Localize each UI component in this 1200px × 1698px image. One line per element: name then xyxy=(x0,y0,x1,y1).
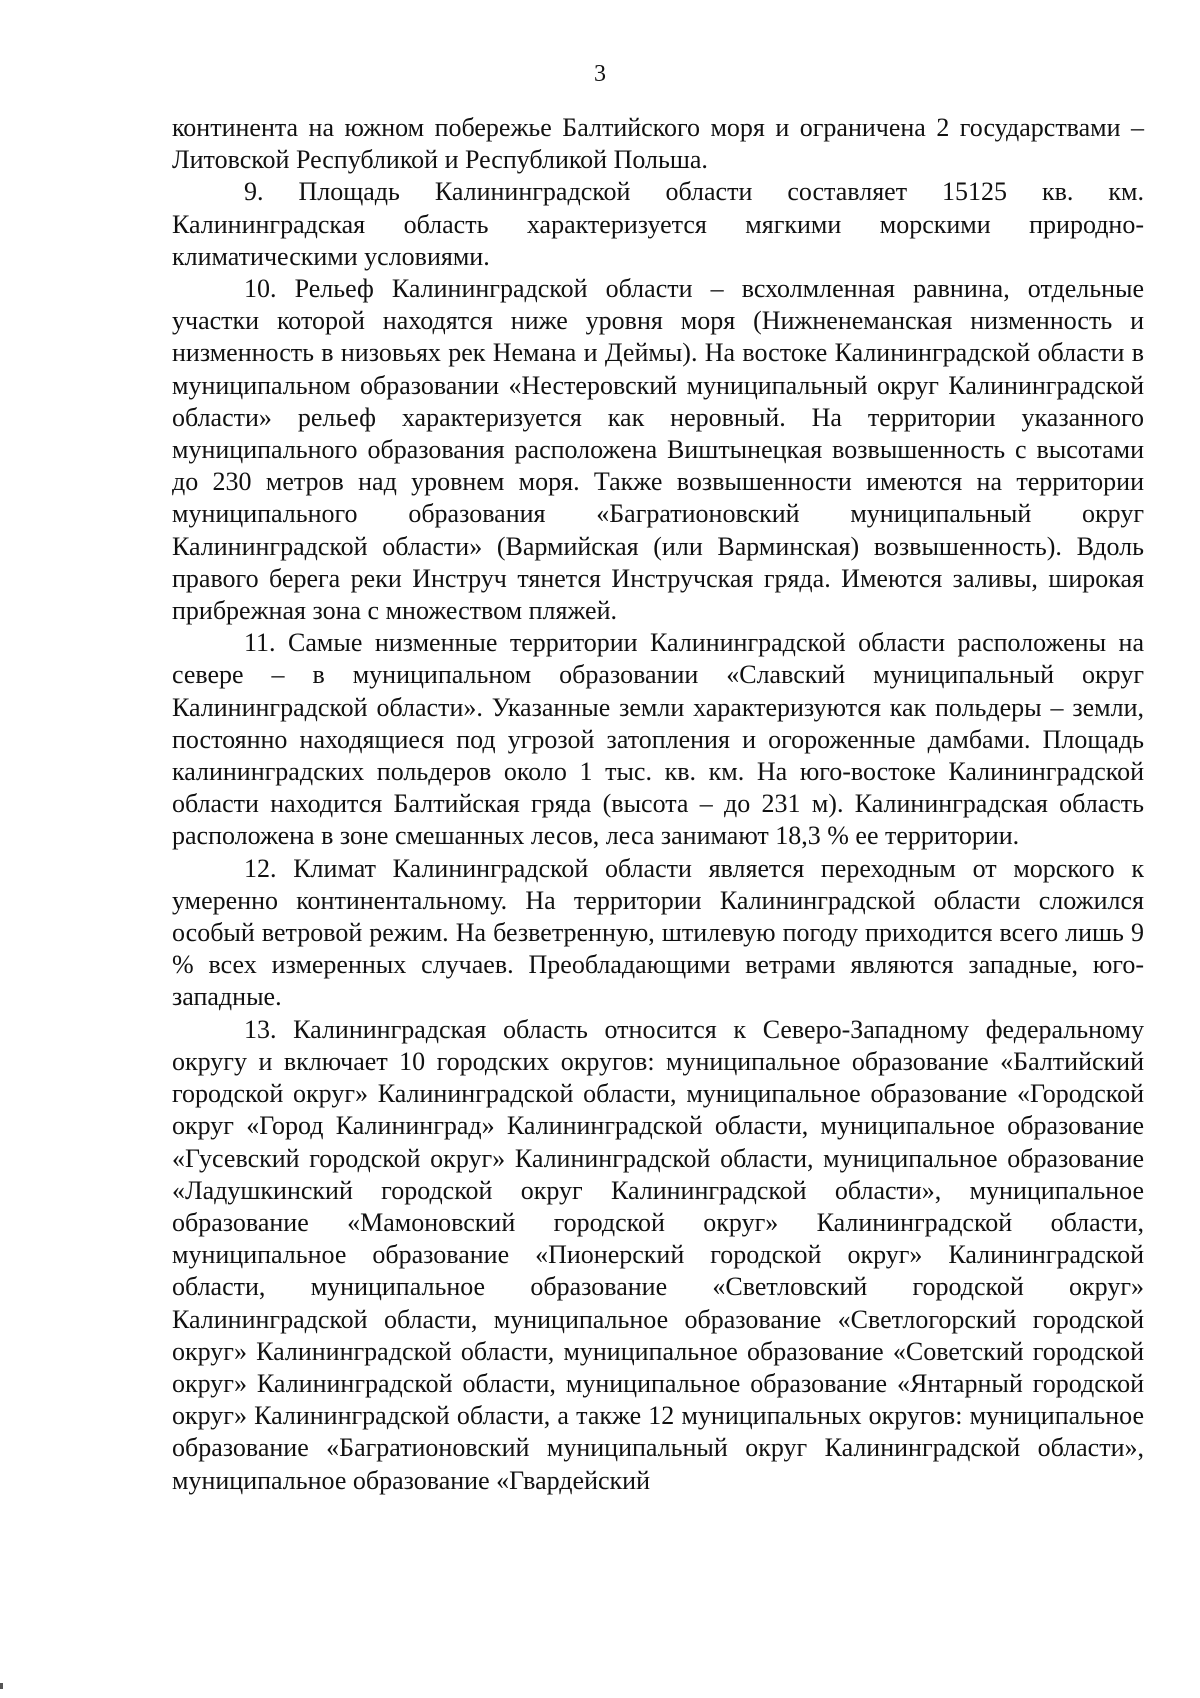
page-number: 3 xyxy=(594,61,606,87)
document-body xyxy=(172,112,1144,1497)
paragraph-12-climate: 12. Климат Калининградской области является переходным от морского к умеренно континентальному. На территории Калининградской области сложился особый ветровой режим. На безветренную, штилевую погоду приходится всего лишь 9 % всех измеренных случаев. Преобладающими ветрами являются западные, юго-западные. xyxy=(172,853,1144,1012)
paragraph-11-lowlands: 11. Самые низменные территории Калининградской области расположены на севере – в муниципальном образовании «Славский муниципальный округ Калининградской области». Указанные земли характеризуются как польдеры – земли, постоянно находящиеся под угрозой затопления и огороженные дамбами. Площадь калининградских польдеров около 1 тыс. кв. км. На юго-востоке Калининградской области находится Балтийская гряда (высота – до 231 м). Калининградская область расположена в зоне смешанных лесов, леса занимают 18,3 % ее территории. xyxy=(172,628,1144,851)
paragraph-9-area: 9. Площадь Калининградской области составляет 15125 кв. км. Калининградская область характеризуется мягкими морскими природно-климатическими условиями. xyxy=(172,177,1144,271)
paragraph-continuation: континента на южном побережье Балтийского моря и ограничена 2 государствами – Литовской Республикой и Республикой Польша. xyxy=(172,113,1144,175)
paragraph-13-districts: 13. Калининградская область относится к Северо-Западному федеральному округу и включает 10 городских округов: муниципальное образование «Балтийский городской округ» Калининградской области, муниципальное образование «Городской округ «Город Калининград» Калининградской области, муниципальное образование «Гусевский городской округ» Калининградской области, муниципальное образование «Ладушкинский городской округ Калининградской области», муниципальное образование «Мамоновский городской округ» Калининградской области, муниципальное образование «Пионерский городской округ» Калининградской области, муниципальное образование «Светловский городской округ» Калининградской области, муниципальное образование «Светлогорский городской округ» Калининградской области, муниципальное образование «Советский городской округ» Калининградской области, муниципальное образование «Янтарный городской округ» Калининградской области, а также 12 муниципальных округов: муниципальное образование «Багратионовский муниципальный округ Калининградской области», муниципальное образование «Гвардейский xyxy=(172,1014,1144,1495)
scan-edge-mark xyxy=(0,1683,3,1689)
paragraph-10-relief: 10. Рельеф Калининградской области – всхолмленная равнина, отдельные участки которой находятся ниже уровня моря (Нижненеманская низменность и низменность в низовьях рек Немана и Деймы). На востоке Калининградской области в муниципальном образовании «Нестеровский муниципальный округ Калининградской области» рельеф характеризуется как неровный. На территории указанного муниципального образования расположена Виштынецкая возвышенность с высотами до 230 метров над уровнем моря. Также возвышенности имеются на территории муниципального образования «Багратионовский муниципальный округ Калининградской области» (Вармийская (или Варминская) возвышенность). Вдоль правого берега реки Инструч тянется Инстручская гряда. Имеются заливы, широкая прибрежная зона с множеством пляжей. xyxy=(172,274,1144,626)
